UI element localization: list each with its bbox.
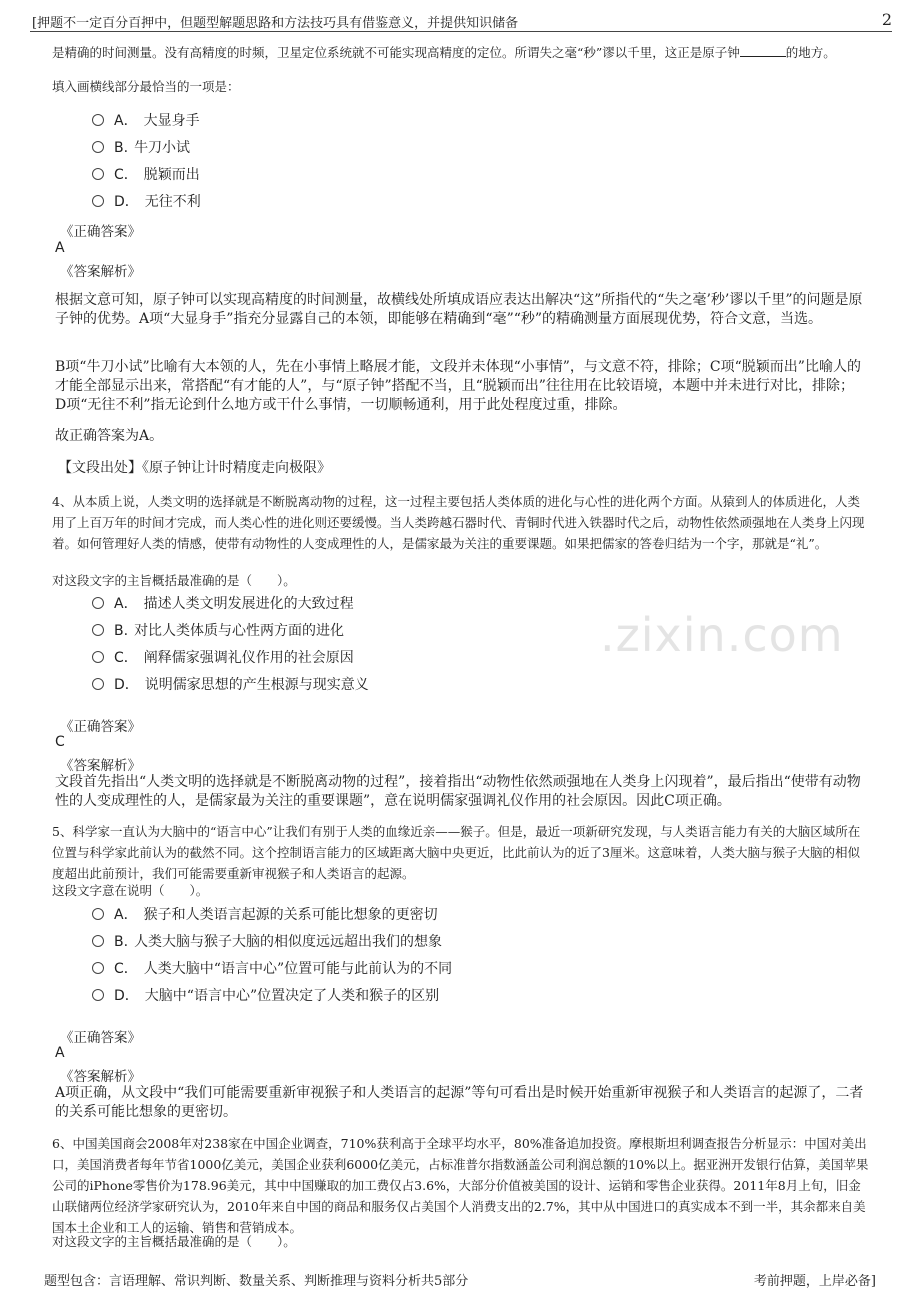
q4-option-c[interactable]: C． 阐释儒家强调礼仪作用的社会原因	[92, 647, 354, 667]
watermark: .zixin.com	[600, 608, 844, 662]
q5-option-d[interactable]: D． 大脑中“语言中心”位置决定了人类和猴子的区别	[92, 985, 439, 1005]
page-number: 2	[881, 10, 892, 29]
radio-icon[interactable]	[92, 908, 104, 920]
header-divider	[30, 31, 892, 32]
q3-analysis-p3: 故正确答案为A。	[55, 428, 164, 444]
header-title: [押题不一定百分百押中，但题型解题思路和方法技巧具有借鉴意义，并提供知识储备	[32, 16, 519, 31]
q3-prompt: 填入画横线部分最恰当的一项是：	[52, 79, 240, 94]
q4-analysis-label: 《答案解析》	[60, 758, 141, 774]
q3-option-b[interactable]: B. 牛刀小试	[92, 137, 190, 157]
q5-correct-label: 《正确答案》	[60, 1030, 141, 1046]
radio-icon[interactable]	[92, 114, 104, 126]
q4-option-b[interactable]: B. 对比人类体质与心性两方面的进化	[92, 620, 344, 640]
q3-stem-end: 是精确的时间测量。没有高精度的时频，卫星定位系统就不可能实现高精度的定位。所谓失之毫“秒”谬以千里，这正是原子钟 的地方。	[52, 45, 836, 60]
q6-stem: 6、中国美国商会2008年对238家在中国企业调查，710%获利高于全球平均水平，80%准备追加投资。摩根斯坦利调查报告分析显示：中国对美出口，美国消费者每年节省1000亿美元，美国企业获利6000亿美元，占标准普尔指数涵盖公司利润总额的10%以上。据亚洲开发银行估算，美国苹果公司的iPhone零售价为178.96美元，其中中国赚取的加工费仅占3.6%，大部分价值被美国的设计、运销和零售企业获得。2011年8月上旬，旧金山联储两位经济学家研究认为，2010年来自中国的商品和服务仅占美国个人消费支出的2.7%，其中从中国进口的真实成本不到一半，其余都来自美国本土企业和工人的运输、销售和营销成本。	[52, 1136, 869, 1235]
q3-analysis-p2: B项“牛刀小试”比喻有大本领的人，先在小事情上略展才能，文段并未体现“小事情”，与文意不符，排除；C项“脱颖而出”比喻人的才能全部显示出来，常搭配“有才能的人”，与“原子钟”搭配不当，且“脱颖而出”往往用在比较语境，本题中并未进行对比，排除；D项“无往不利”指无论到什么地方或干什么事情，一切顺畅通利，用于此处程度过重，排除。	[55, 359, 861, 413]
q3-analysis-label: 《答案解析》	[60, 264, 141, 280]
q3-option-d[interactable]: D． 无往不利	[92, 191, 201, 211]
q5-option-c[interactable]: C． 人类大脑中“语言中心”位置可能与此前认为的不同	[92, 958, 452, 978]
radio-icon[interactable]	[92, 989, 104, 1001]
radio-icon[interactable]	[92, 678, 104, 690]
q3-option-c[interactable]: C． 脱颖而出	[92, 164, 200, 184]
q4-stem: 4、从本质上说，人类文明的选择就是不断脱离动物的过程，这一过程主要包括人类体质的进化与心性的进化两个方面。从猿到人的体质进化，人类用了上百万年的时间才完成，而人类心性的进化则还要缓慢。当人类跨越石器时代、青铜时代进入铁器时代之后，动物性依然顽强地在人类身上闪现着。如何管理好人类的情感，使带有动物性的人变成理性的人，是儒家最为关注的重要课题。如果把儒家的答卷归结为一个字，那就是“礼”。	[52, 494, 865, 551]
q6-question: 对这段文字的主旨概括最准确的是（ ）。	[52, 1234, 296, 1249]
footer-left: 题型包含：言语理解、常识判断、数量关系、判断推理与资料分析共5部分	[44, 1274, 469, 1289]
q3-analysis-p1: 根据文意可知，原子钟可以实现高精度的时间测量，故横线处所填成语应表达出解决“这”所指代的“失之毫’秒’谬以千里”的问题是原子钟的优势。A项“大显身手”指充分显露自己的本领，即能够在精确到“毫”“秒”的精确测量方面展现优势，符合文意，当选。	[55, 292, 863, 327]
radio-icon[interactable]	[92, 935, 104, 947]
q3-source: 【文段出处】《原子钟让计时精度走向极限》	[58, 460, 331, 476]
radio-icon[interactable]	[92, 141, 104, 153]
radio-icon[interactable]	[92, 651, 104, 663]
q5-option-a[interactable]: A． 猴子和人类语言起源的关系可能比想象的更密切	[92, 904, 438, 924]
q4-correct-label: 《正确答案》	[60, 719, 141, 735]
q4-option-a[interactable]: A． 描述人类文明发展进化的大致过程	[92, 593, 354, 613]
fill-blank	[740, 56, 786, 57]
q5-stem: 5、科学家一直认为大脑中的“语言中心”让我们有别于人类的血缘近亲——猴子。但是，最近一项新研究发现，与人类语言能力有关的大脑区域所在位置与科学家此前认为的截然不同。这个控制语言能力的区域距离大脑中央更近，比此前认为的近了3厘米。这意味着，人类大脑与猴子大脑的相似度超出此前预计，我们可能需要重新审视猴子和人类语言的起源。	[52, 824, 861, 881]
q4-correct-value: C	[55, 734, 65, 750]
radio-icon[interactable]	[92, 168, 104, 180]
q3-correct-label: 《正确答案》	[60, 224, 141, 240]
q5-option-b[interactable]: B. 人类大脑与猴子大脑的相似度远远超出我们的想象	[92, 931, 442, 951]
radio-icon[interactable]	[92, 597, 104, 609]
q5-correct-value: A	[55, 1045, 65, 1061]
page-header	[32, 12, 892, 31]
radio-icon[interactable]	[92, 195, 104, 207]
q4-question: 对这段文字的主旨概括最准确的是（ ）。	[52, 573, 296, 588]
q4-option-d[interactable]: D． 说明儒家思想的产生根源与现实意义	[92, 674, 369, 694]
q5-analysis: A项正确，从文段中“我们可能需要重新审视猴子和人类语言的起源”等句可看出是时候开始重新审视猴子和人类语言的起源了，二者的关系可能比想象的更密切。	[55, 1085, 864, 1120]
q4-analysis: 文段首先指出“人类文明的选择就是不断脱离动物的过程”，接着指出“动物性依然顽强地在人类身上闪现着”，最后指出“使带有动物性的人变成理性的人，是儒家最为关注的重要课题”，意在说明儒家强调礼仪作用的社会原因。因此C项正确。	[55, 774, 861, 809]
q3-option-a[interactable]: A． 大显身手	[92, 110, 200, 130]
q5-question: 这段文字意在说明（ ）。	[52, 883, 209, 898]
q5-analysis-label: 《答案解析》	[60, 1069, 141, 1085]
radio-icon[interactable]	[92, 962, 104, 974]
footer-right: 考前押题，上岸必备]	[753, 1274, 876, 1289]
q3-correct-value: A	[55, 240, 65, 256]
radio-icon[interactable]	[92, 624, 104, 636]
